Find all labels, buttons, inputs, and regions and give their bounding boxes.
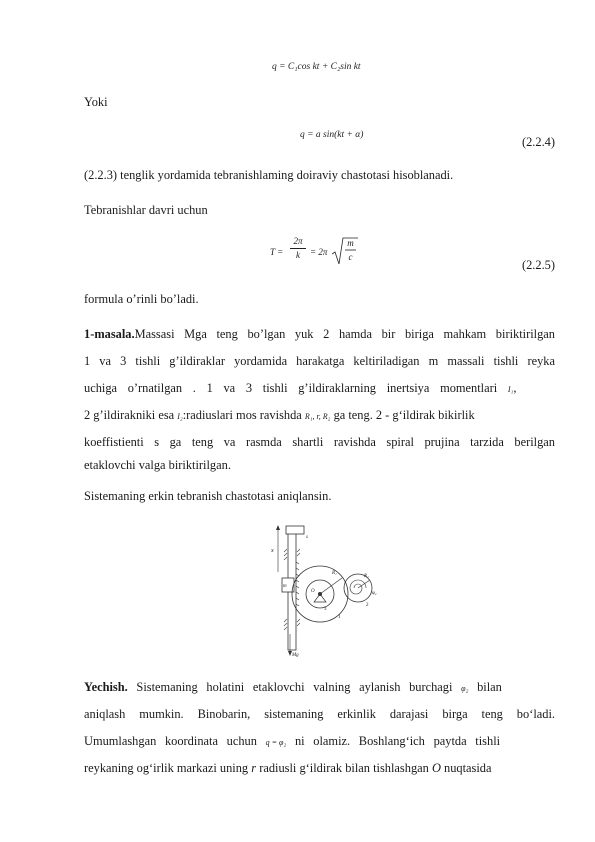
problem-line-4-c: ga teng. 2 - g‘ildirak bikirlik <box>333 408 475 422</box>
label-s: s <box>306 535 308 540</box>
equation-number-2-2-5: (2.2.5) <box>521 258 555 272</box>
text-problem-line-4 <box>84 408 555 424</box>
formula-period <box>270 236 370 272</box>
formula-general-solution: q = C₁cos kt + C₂sin kt <box>272 62 361 72</box>
problem-line-1-body: Massasi Mga teng bo’lgan yuk 2 hamda bir biriga mahkam biriktirilgan <box>134 327 555 341</box>
text-solution-line-4 <box>84 761 555 775</box>
formula-amplitude-form: q = a sin(kt + α) <box>300 130 364 140</box>
inline-symbol-O: O <box>431 761 441 775</box>
solution-line-4-c: nuqtasida <box>444 761 492 775</box>
problem-heading: 1-masala. <box>84 327 135 341</box>
text-yoki: Yoki <box>84 95 108 109</box>
inline-symbol-r: r <box>251 761 257 775</box>
inline-symbol-phi2: φ₂ <box>461 684 469 693</box>
text-solution-line-1 <box>84 680 555 696</box>
inline-symbol-radii: R₁, r, R₂ <box>304 412 331 421</box>
solution-line-1-a: Sistemaning holatini etaklovchi valning aylanish burchagi <box>136 680 453 694</box>
equation-number-2-2-4: (2.2.4) <box>521 135 555 149</box>
problem-line-3-body: uchiga o’rnatilgan . 1 va 3 tishli g’ildiraklarning inertsiya momentlari <box>84 381 498 395</box>
label-gear-1: 1 <box>338 615 341 620</box>
formula-period-frac-num: 2π <box>293 236 303 246</box>
solution-line-3-a: Umumlashgan koordinata uchun <box>84 734 257 748</box>
formula-period-frac-bar <box>290 248 306 249</box>
solution-line-3-b: ni olamiz. Boshlang‘ich paytda tishli <box>294 734 501 748</box>
problem-line-4-b: :radiuslari mos ravishda <box>182 408 302 422</box>
label-x: x <box>271 548 274 554</box>
text-solution-line-2: aniqlash mumkin. Binobarin, sistemaning erkinlik darajasi birga teng bo‘ladi. <box>84 707 555 721</box>
text-problem-line-1 <box>84 327 555 341</box>
text-find-frequency: Sistemaning erkin tebranish chastotasi aniqlansin. <box>84 489 332 503</box>
spiral-spring-icon <box>350 580 366 594</box>
text-solution-line-3 <box>84 734 555 750</box>
formula-period-frac-den: k <box>296 250 300 260</box>
text-paragraph-2-2-3: (2.2.3) tenglik yordamida tebranishlaming doiraviy chastotasi hisoblanadi. <box>84 168 454 182</box>
label-phi: φ₂ <box>372 591 377 596</box>
label-r2: R₂ <box>364 574 369 579</box>
text-period-intro: Tebranishlar davri uchun <box>84 203 208 217</box>
label-gear-2: 2 <box>366 603 369 608</box>
formula-period-mid: = 2π <box>310 247 328 257</box>
rack-teeth <box>296 562 299 606</box>
problem-line-3-comma: , <box>513 381 517 395</box>
solution-line-4-b: radiusli g‘ildirak bilan tishlashgan <box>259 761 429 775</box>
solution-line-4-a: reykaning og‘irlik markazi uning <box>84 761 249 775</box>
label-m: m <box>283 584 287 589</box>
formula-period-root-num: m <box>347 238 354 248</box>
text-formula-valid: formula o’rinli bo’ladi. <box>84 292 199 306</box>
text-problem-line-3 <box>84 381 555 397</box>
inline-symbol-I1: I₁ <box>507 385 514 394</box>
formula-period-root-den: c <box>348 252 353 262</box>
x-arrow-icon <box>276 525 280 530</box>
inline-symbol-q-phi2: q = φ₂ <box>265 738 287 747</box>
inline-symbol-I2: I₂ <box>177 412 183 421</box>
radius-line-2 <box>358 580 370 588</box>
label-r1: R₁ <box>332 571 337 576</box>
label-gear-3: 3 <box>324 607 327 612</box>
text-problem-line-5: koeffistienti s ga teng va rasmda shartli ravishda spiral prujina tarzida berilgan <box>84 435 555 449</box>
mechanism-figure <box>268 522 380 658</box>
label-mg: Mg <box>292 653 299 658</box>
solution-line-1-b: bilan <box>477 680 502 694</box>
text-problem-line-2: 1 va 3 tishli g’ildiraklar yordamida harakatga keltiriladigan m massali tishli reyka <box>84 354 555 368</box>
text-problem-line-6: etaklovchi valga biriktirilgan. <box>84 458 231 472</box>
solution-heading: Yechish. <box>84 680 128 694</box>
load-block <box>286 526 304 534</box>
problem-line-4-a: 2 g’ildirakniki esa <box>84 408 175 422</box>
formula-period-lhs: T = <box>270 247 284 257</box>
label-o: O <box>311 589 315 594</box>
